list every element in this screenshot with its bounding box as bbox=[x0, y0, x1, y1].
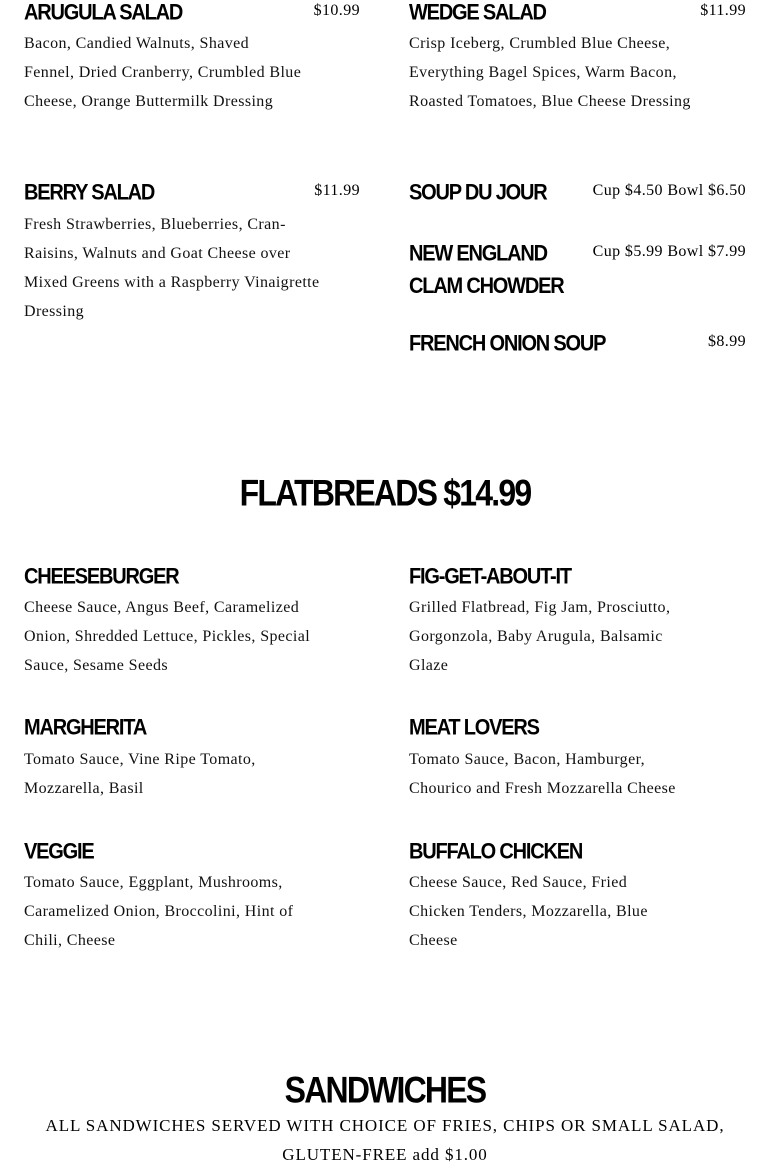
berry-salad-description: Fresh Strawberries, Blueberries, Cran-Raisins, Walnuts and Goat Cheese over Mixed Greens with a Raspberry Vinaigrette Dressing bbox=[24, 216, 320, 320]
veggie-flatbread-name: VEGGIE bbox=[24, 839, 94, 864]
margherita-flatbread-name: MARGHERITA bbox=[24, 715, 147, 740]
soup-du-jour-name: SOUP DU JOUR bbox=[409, 180, 547, 205]
wedge-salad-description: Crisp Iceberg, Crumbled Blue Cheese, Everything Bagel Spices, Warm Bacon, Roasted Tomatoes, Blue Cheese Dressing bbox=[409, 35, 691, 110]
french-onion-soup-price: $8.99 bbox=[708, 333, 746, 350]
arugula-salad-name: ARUGULA SALAD bbox=[24, 0, 183, 25]
cheeseburger-flatbread-description: Cheese Sauce, Angus Beef, Caramelized Onion, Shredded Lettuce, Pickles, Special Sauce, Sesame Seeds bbox=[24, 599, 311, 674]
margherita-flatbread-description: Tomato Sauce, Vine Ripe Tomato, Mozzarella, Basil bbox=[24, 751, 256, 797]
veggie-flatbread-description: Tomato Sauce, Eggplant, Mushrooms, Caramelized Onion, Broccolini, Hint of Chili, Cheese bbox=[24, 874, 294, 949]
meat-lovers-flatbread-name: MEAT LOVERS bbox=[409, 715, 539, 740]
buffalo-chicken-flatbread-name: BUFFALO CHICKEN bbox=[409, 839, 583, 864]
sandwiches-note-line-2: GLUTEN-FREE add $1.00 bbox=[282, 1145, 488, 1164]
arugula-salad-price: $10.99 bbox=[313, 2, 360, 19]
arugula-salad-description: Bacon, Candied Walnuts, Shaved Fennel, Dried Cranberry, Crumbled Blue Cheese, Orange Buttermilk Dressing bbox=[24, 35, 302, 110]
soup-du-jour-price: Cup $4.50 Bowl $6.50 bbox=[592, 182, 746, 199]
fig-flatbread-name: FIG-GET-ABOUT-IT bbox=[409, 564, 571, 589]
meat-lovers-flatbread-description: Tomato Sauce, Bacon, Hamburger, Chourico and Fresh Mozzarella Cheese bbox=[409, 751, 676, 797]
berry-salad-price: $11.99 bbox=[314, 182, 360, 199]
sandwiches-note-line-1: ALL SANDWICHES SERVED WITH CHOICE OF FRIES, CHIPS OR SMALL SALAD, bbox=[45, 1116, 725, 1135]
cheeseburger-flatbread-name: CHEESEBURGER bbox=[24, 564, 179, 589]
clam-chowder-price: Cup $5.99 Bowl $7.99 bbox=[592, 243, 746, 260]
sandwiches-section-title: SANDWICHES bbox=[284, 1069, 486, 1111]
berry-salad-name: BERRY SALAD bbox=[24, 180, 155, 205]
flatbreads-section-title: FLATBREADS $14.99 bbox=[239, 472, 531, 514]
french-onion-soup-name: FRENCH ONION SOUP bbox=[409, 331, 606, 356]
fig-flatbread-description: Grilled Flatbread, Fig Jam, Prosciutto, Gorgonzola, Baby Arugula, Balsamic Glaze bbox=[409, 599, 671, 674]
wedge-salad-price: $11.99 bbox=[700, 2, 746, 19]
clam-chowder-name: NEW ENGLAND CLAM CHOWDER bbox=[409, 241, 564, 299]
buffalo-chicken-flatbread-description: Cheese Sauce, Red Sauce, Fried Chicken Tenders, Mozzarella, Blue Cheese bbox=[409, 874, 648, 949]
wedge-salad-name: WEDGE SALAD bbox=[409, 0, 546, 25]
